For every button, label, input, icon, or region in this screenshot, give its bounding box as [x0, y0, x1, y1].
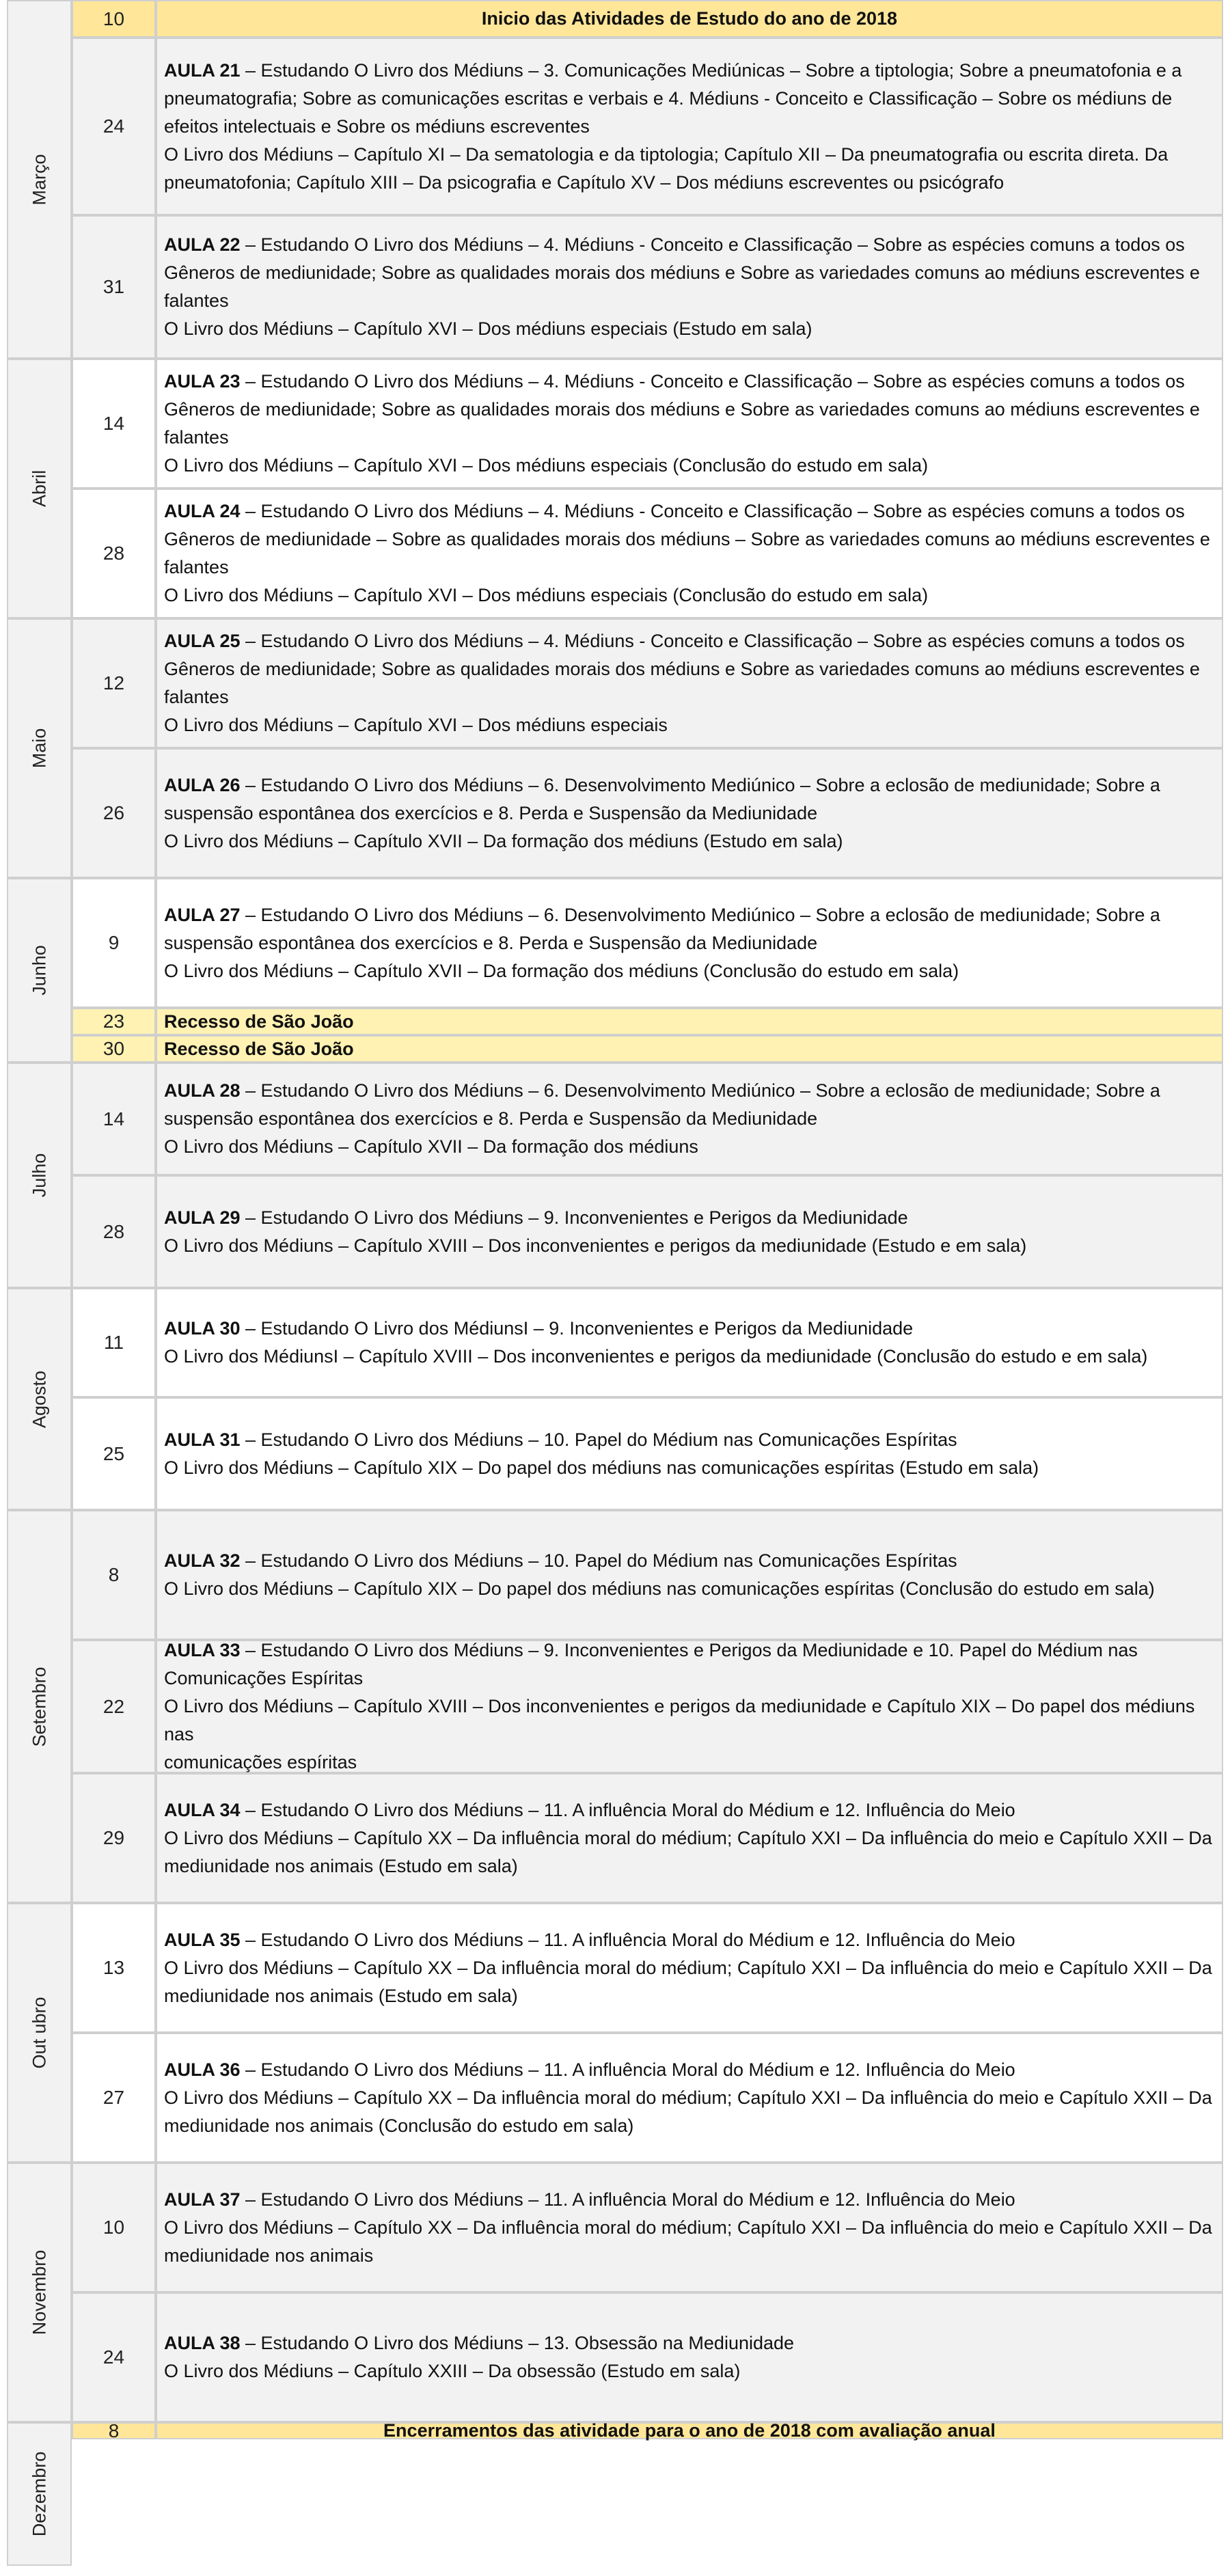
lesson-line — [164, 1426, 1215, 1454]
date-value: 31 — [102, 276, 125, 297]
lesson-line — [164, 231, 1215, 259]
date-cell — [72, 878, 156, 1008]
month-cell — [7, 1288, 72, 1510]
lesson-cell — [156, 2033, 1223, 2163]
date-value: 10 — [102, 8, 125, 29]
lesson-text: pneumatofonia; Capítulo XIII – Da psicografia e Capítulo XV – Dos médiuns escreventes ou psicógrafo — [164, 172, 1004, 193]
lesson-line — [164, 1636, 1215, 1664]
lesson-line — [164, 525, 1215, 553]
month-label: Novembro — [29, 2249, 49, 2335]
lesson-line — [164, 1824, 1215, 1852]
lesson-cell — [156, 2292, 1223, 2422]
date-cell — [72, 1397, 156, 1510]
lesson-line — [164, 957, 1215, 985]
date-cell — [72, 1640, 156, 1773]
date-value: 25 — [102, 1442, 125, 1464]
lesson-line — [164, 2329, 1215, 2357]
lesson-line — [164, 1077, 1215, 1105]
lesson-text: Gêneros de mediunidade; Sobre as qualidades morais dos médiuns e Sobre as variedades comuns ao médiuns escreventes e — [164, 659, 1200, 679]
lesson-line — [164, 799, 1215, 827]
lesson-line — [164, 1852, 1215, 1880]
lesson-number: AULA 37 — [164, 2189, 241, 2210]
lesson-text: – Estudando O Livro dos Médiuns – 6. Desenvolvimento Mediúnico – Sobre a eclosão de mediunidade; Sobre a — [240, 1080, 1160, 1101]
date-cell — [72, 0, 156, 38]
date-cell — [72, 618, 156, 748]
lesson-text: mediunidade nos animais — [164, 2245, 374, 2266]
lesson-text: – Estudando O Livro dos Médiuns – 11. A influência Moral do Médium e 12. Influência do Meio — [240, 1929, 1015, 1950]
month-cell — [7, 1510, 72, 1903]
lesson-cell — [156, 1903, 1223, 2033]
date-value: 24 — [102, 2346, 125, 2368]
lesson-line — [164, 141, 1215, 169]
date-cell — [72, 1510, 156, 1640]
lesson-number: AULA 21 — [164, 59, 241, 81]
month-label: Junho — [29, 945, 49, 996]
lesson-text: mediunidade nos animais (Estudo em sala) — [164, 1985, 518, 2006]
lesson-text: – Estudando O Livro dos Médiuns – 9. Inconvenientes e Perigos da Mediunidade — [240, 1207, 908, 1228]
lesson-text: O Livro dos Médiuns – Capítulo XX – Da influência moral do médium; Capítulo XXI – Da influência do meio e Capítulo XXII – Da — [164, 2217, 1212, 2238]
event-cell — [156, 0, 1223, 38]
lesson-line — [164, 424, 1215, 452]
date-cell — [72, 1773, 156, 1903]
lesson-cell — [156, 1288, 1223, 1397]
lesson-line — [164, 1547, 1215, 1575]
lesson-text: – Estudando O Livro dos Médiuns – 10. Papel do Médium nas Comunicações Espíritas — [240, 1429, 957, 1450]
lesson-line — [164, 1454, 1215, 1482]
month-cell — [7, 618, 72, 878]
date-cell — [72, 1175, 156, 1288]
lesson-text: Gêneros de mediunidade; Sobre as qualidades morais dos médiuns e Sobre as variedades comuns ao médiuns escreventes e — [164, 399, 1200, 420]
lesson-text: O Livro dos MédiunsI – Capítulo XVIII – Dos inconvenientes e perigos da mediunidade (Conclusão do estudo e em sala) — [164, 1346, 1148, 1367]
lesson-cell — [156, 1510, 1223, 1640]
lesson-cell — [156, 38, 1223, 215]
lesson-line — [164, 901, 1215, 929]
lesson-line — [164, 1133, 1215, 1161]
lesson-line — [164, 1982, 1215, 2010]
lesson-text: Gêneros de mediunidade – Sobre as qualidades morais dos médiuns – Sobre as variedades comuns ao médiuns escreventes e — [164, 529, 1210, 549]
lesson-cell — [156, 359, 1223, 489]
lesson-cell — [156, 1640, 1223, 1773]
date-cell — [72, 2163, 156, 2292]
lesson-text: mediunidade nos animais (Conclusão do estudo em sala) — [164, 2115, 634, 2136]
date-cell — [72, 1035, 156, 1063]
date-cell — [72, 2033, 156, 2163]
lesson-line — [164, 581, 1215, 609]
lesson-number: AULA 33 — [164, 1640, 241, 1660]
date-value: 27 — [102, 2087, 125, 2108]
date-cell — [72, 215, 156, 359]
lesson-text: – Estudando O Livro dos Médiuns – 4. Médiuns - Conceito e Classificação – Sobre as espécies comuns a todos os — [240, 234, 1185, 255]
lesson-line — [164, 1926, 1215, 1954]
month-cell — [7, 2163, 72, 2422]
lesson-text: O Livro dos Médiuns – Capítulo XVII – Da formação dos médiuns (Conclusão do estudo em sala) — [164, 960, 959, 981]
recess-cell — [156, 1008, 1223, 1035]
lesson-cell — [156, 1397, 1223, 1510]
month-cell — [7, 1903, 72, 2163]
lesson-line — [164, 113, 1215, 141]
lesson-line — [164, 2186, 1215, 2214]
lesson-text: falantes — [164, 687, 229, 707]
lesson-text: – Estudando O Livro dos Médiuns – 4. Médiuns - Conceito e Classificação – Sobre as espécies comuns a todos os — [240, 501, 1185, 521]
lesson-number: AULA 22 — [164, 234, 241, 255]
lesson-line — [164, 1575, 1215, 1603]
lesson-text: O Livro dos Médiuns – Capítulo XVI – Dos médiuns especiais (Conclusão do estudo em sala) — [164, 455, 929, 476]
lesson-number: AULA 27 — [164, 904, 241, 925]
lesson-text: pneumatografia; Sobre as comunicações escritas e verbais e 4. Médiuns - Conceito e Classificação – Sobre os médiuns de — [164, 87, 1173, 109]
lesson-text: O Livro dos Médiuns – Capítulo XVII – Da formação dos médiuns (Estudo em sala) — [164, 830, 843, 851]
lesson-number: AULA 26 — [164, 774, 241, 795]
date-cell — [72, 1063, 156, 1175]
lesson-line — [164, 1315, 1215, 1343]
lesson-cell — [156, 878, 1223, 1008]
lesson-line — [164, 1954, 1215, 1982]
lesson-line — [164, 2056, 1215, 2084]
lesson-cell — [156, 618, 1223, 748]
lesson-text: O Livro dos Médiuns – Capítulo XVI – Dos médiuns especiais (Conclusão do estudo em sala) — [164, 585, 929, 605]
lesson-text: comunicações espíritas — [164, 1752, 357, 1772]
recess-text: Recesso de São João — [164, 1038, 354, 1059]
lesson-text: falantes — [164, 427, 229, 448]
date-cell — [72, 1288, 156, 1397]
lesson-line — [164, 1343, 1215, 1371]
lesson-line — [164, 396, 1215, 424]
recess-text: Recesso de São João — [164, 1011, 354, 1032]
month-label: Abril — [29, 469, 49, 508]
event-text: Encerramentos das atividade para o ano de 2018 com avaliação anual — [383, 2420, 996, 2441]
date-cell — [72, 1008, 156, 1035]
lesson-cell — [156, 748, 1223, 878]
lesson-text: falantes — [164, 290, 229, 311]
lesson-cell — [156, 2163, 1223, 2292]
lesson-line — [164, 1664, 1215, 1693]
lesson-line — [164, 259, 1215, 287]
lesson-text: suspensão espontânea dos exercícios e 8. Perda e Suspensão da Mediunidade — [164, 1108, 818, 1129]
lesson-line — [164, 57, 1215, 85]
lesson-text: O Livro dos Médiuns – Capítulo XVI – Dos médiuns especiais (Estudo em sala) — [164, 318, 812, 339]
lesson-text: O Livro dos Médiuns – Capítulo XX – Da influência moral do médium; Capítulo XXI – Da influência do meio e Capítulo XXII – Da — [164, 1957, 1212, 1978]
date-value: 26 — [102, 802, 125, 823]
lesson-text: – Estudando O Livro dos Médiuns – 9. Inconvenientes e Perigos da Mediunidade e 10. Papel do Médium nas — [240, 1640, 1138, 1660]
lesson-line — [164, 287, 1215, 315]
lesson-text: – Estudando O Livro dos Médiuns – 10. Papel do Médium nas Comunicações Espíritas — [240, 1550, 957, 1571]
lesson-text: O Livro dos Médiuns – Capítulo XI – Da sematologia e da tiptologia; Capítulo XII – Da pneumatografia ou escrita direta. Da — [164, 143, 1168, 165]
month-cell — [7, 0, 72, 359]
date-value: 14 — [102, 413, 125, 434]
lesson-text: O Livro dos Médiuns – Capítulo XXIII – Da obsessão (Estudo em sala) — [164, 2361, 741, 2381]
lesson-text: Comunicações Espíritas — [164, 1668, 364, 1688]
date-value: 12 — [102, 672, 125, 694]
lesson-line — [164, 2242, 1215, 2270]
lesson-line — [164, 2112, 1215, 2140]
month-label: Março — [29, 153, 49, 206]
lesson-number: AULA 36 — [164, 2059, 241, 2080]
lesson-line — [164, 655, 1215, 683]
lesson-text: O Livro dos Médiuns – Capítulo XVII – Da formação dos médiuns — [164, 1136, 698, 1157]
lesson-text: – Estudando O Livro dos Médiuns – 11. A influência Moral do Médium e 12. Influência do Meio — [240, 1799, 1015, 1820]
date-cell — [72, 2292, 156, 2422]
event-text: Inicio das Atividades de Estudo do ano de 2018 — [481, 8, 898, 29]
lesson-text: mediunidade nos animais (Estudo em sala) — [164, 1855, 518, 1876]
lesson-text: – Estudando O Livro dos Médiuns – 6. Desenvolvimento Mediúnico – Sobre a eclosão de mediunidade; Sobre a — [240, 774, 1160, 795]
lesson-text: O Livro dos Médiuns – Capítulo XVIII – Dos inconvenientes e perigos da mediunidade (Estudo e em sala) — [164, 1235, 1027, 1256]
lesson-text: O Livro dos Médiuns – Capítulo XX – Da influência moral do médium; Capítulo XXI – Da influência do meio e Capítulo XXII – Da — [164, 2087, 1212, 2108]
lesson-cell — [156, 1175, 1223, 1288]
lesson-number: AULA 31 — [164, 1429, 241, 1450]
lesson-text: O Livro dos Médiuns – Capítulo XVI – Dos médiuns especiais — [164, 715, 668, 735]
date-value: 13 — [102, 1957, 125, 1978]
date-value: 28 — [102, 1220, 125, 1242]
lesson-number: AULA 34 — [164, 1799, 241, 1820]
month-label: Out ubro — [29, 1997, 49, 2069]
lesson-line — [164, 627, 1215, 655]
date-value: 9 — [108, 932, 120, 953]
lesson-line — [164, 1105, 1215, 1133]
date-value: 8 — [108, 1564, 120, 1585]
lesson-text: efeitos intelectuais e Sobre os médiuns escreventes — [164, 115, 590, 137]
lesson-text: suspensão espontânea dos exercícios e 8. Perda e Suspensão da Mediunidade — [164, 932, 818, 953]
lesson-line — [164, 2357, 1215, 2385]
lesson-text: – Estudando O Livro dos Médiuns – 6. Desenvolvimento Mediúnico – Sobre a eclosão de mediunidade; Sobre a — [240, 904, 1160, 925]
lesson-line — [164, 169, 1215, 197]
lesson-line — [164, 771, 1215, 799]
lesson-line — [164, 929, 1215, 957]
date-cell — [72, 2422, 156, 2439]
lesson-cell — [156, 489, 1223, 618]
lesson-line — [164, 1749, 1215, 1777]
lesson-number: AULA 24 — [164, 501, 241, 521]
date-value: 22 — [102, 1695, 125, 1717]
event-cell — [156, 2422, 1223, 2439]
lesson-cell — [156, 1063, 1223, 1175]
date-value: 29 — [102, 1827, 125, 1848]
lesson-text: O Livro dos Médiuns – Capítulo XX – Da influência moral do médium; Capítulo XXI – Da influência do meio e Capítulo XXII – Da — [164, 1827, 1212, 1848]
lesson-line — [164, 1204, 1215, 1232]
date-cell — [72, 1903, 156, 2033]
date-value: 10 — [102, 2217, 125, 2238]
lesson-line — [164, 1232, 1215, 1260]
lesson-number: AULA 29 — [164, 1207, 241, 1228]
lesson-number: AULA 25 — [164, 631, 241, 651]
lesson-line — [164, 683, 1215, 711]
date-value: 24 — [102, 115, 125, 137]
month-cell — [7, 2422, 72, 2566]
date-value: 30 — [102, 1038, 125, 1059]
lesson-line — [164, 452, 1215, 480]
lesson-line — [164, 497, 1215, 525]
lesson-text: suspensão espontânea dos exercícios e 8. Perda e Suspensão da Mediunidade — [164, 802, 818, 823]
lesson-line — [164, 2214, 1215, 2242]
month-label: Julho — [29, 1153, 49, 1198]
month-cell — [7, 359, 72, 618]
month-cell — [7, 1063, 72, 1288]
lesson-text: – Estudando O Livro dos MédiunsI – 9. Inconvenientes e Perigos da Mediunidade — [240, 1318, 914, 1339]
lesson-text: – Estudando O Livro dos Médiuns – 11. A influência Moral do Médium e 12. Influência do Meio — [240, 2059, 1015, 2080]
lesson-text: – Estudando O Livro dos Médiuns – 4. Médiuns - Conceito e Classificação – Sobre as espécies comuns a todos os — [240, 631, 1185, 651]
month-label: Dezembro — [29, 2451, 49, 2537]
lesson-line — [164, 711, 1215, 739]
lesson-text: – Estudando O Livro dos Médiuns – 13. Obsessão na Mediunidade — [240, 2333, 795, 2353]
date-cell — [72, 359, 156, 489]
date-cell — [72, 748, 156, 878]
lesson-text: – Estudando O Livro dos Médiuns – 4. Médiuns - Conceito e Classificação – Sobre as espécies comuns a todos os — [240, 371, 1185, 392]
lesson-number: AULA 35 — [164, 1929, 241, 1950]
lesson-line — [164, 368, 1215, 396]
lesson-line — [164, 1693, 1215, 1749]
date-value: 8 — [108, 2420, 120, 2441]
lesson-text: – Estudando O Livro dos Médiuns – 11. A influência Moral do Médium e 12. Influência do Meio — [240, 2189, 1015, 2210]
lesson-number: AULA 30 — [164, 1318, 241, 1339]
lesson-text: – Estudando O Livro dos Médiuns – 3. Comunicações Mediúnicas – Sobre a tiptologia; Sobre a pneumatofonia e a — [240, 59, 1182, 81]
lesson-line — [164, 1796, 1215, 1824]
lesson-number: AULA 28 — [164, 1080, 241, 1101]
lesson-line — [164, 2084, 1215, 2112]
lesson-number: AULA 32 — [164, 1550, 241, 1571]
recess-cell — [156, 1035, 1223, 1063]
lesson-text: Gêneros de mediunidade; Sobre as qualidades morais dos médiuns e Sobre as variedades comuns ao médiuns escreventes e — [164, 262, 1200, 283]
lesson-text: O Livro dos Médiuns – Capítulo XIX – Do papel dos médiuns nas comunicações espíritas (Conclusão do estudo em sala) — [164, 1578, 1155, 1599]
month-cell — [7, 878, 72, 1063]
date-cell — [72, 38, 156, 215]
lesson-text: falantes — [164, 557, 229, 577]
month-label: Maio — [29, 728, 49, 769]
month-label: Agosto — [29, 1370, 49, 1428]
lesson-line — [164, 85, 1215, 113]
date-value: 28 — [102, 543, 125, 564]
lesson-number: AULA 23 — [164, 371, 241, 392]
month-label: Setembro — [29, 1666, 49, 1747]
date-value: 14 — [102, 1108, 125, 1129]
lesson-line — [164, 553, 1215, 581]
date-value: 11 — [103, 1332, 124, 1353]
lesson-text: O Livro dos Médiuns – Capítulo XVIII – Dos inconvenientes e perigos da mediunidade e Capítulo XIX – Do papel dos médiuns nas — [164, 1696, 1195, 1744]
lesson-line — [164, 827, 1215, 855]
lesson-cell — [156, 215, 1223, 359]
date-cell — [72, 489, 156, 618]
lesson-cell — [156, 1773, 1223, 1903]
lesson-number: AULA 38 — [164, 2333, 241, 2353]
lesson-text: O Livro dos Médiuns – Capítulo XIX – Do papel dos médiuns nas comunicações espíritas (Estudo em sala) — [164, 1457, 1039, 1478]
date-value: 23 — [102, 1011, 125, 1032]
lesson-line — [164, 315, 1215, 343]
